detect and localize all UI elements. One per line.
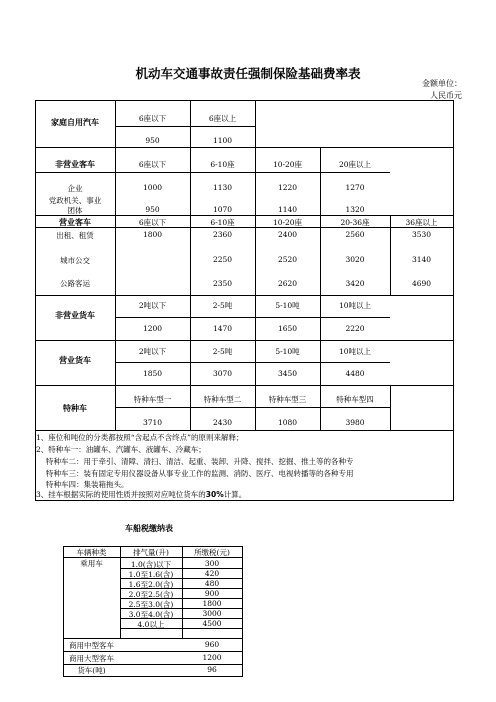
biz-header-4: 36座以上 <box>405 218 438 227</box>
tax-displacement: 1.0(含)以下 <box>130 560 172 569</box>
biz-value: 2560 <box>345 230 365 239</box>
special-value: 1080 <box>277 418 298 427</box>
biz-header-3: 20-36座 <box>340 218 370 227</box>
nontruck-header-1: 2-5吨 <box>212 301 233 310</box>
tax-displacement: 1.6至2.0(含) <box>128 580 174 589</box>
note-2: 2、特种车一：油罐车、汽罐车、液罐车、冷藏车； <box>36 445 206 454</box>
tax-amount: 300 <box>204 559 220 568</box>
biz-value: 2250 <box>212 255 233 264</box>
nonbiz-value: 1000 <box>142 183 163 192</box>
tax-amount: 900 <box>204 589 220 598</box>
special-value: 3710 <box>142 418 163 427</box>
nonbiz-value: 1270 <box>345 183 365 192</box>
biz-value: 3530 <box>411 230 432 239</box>
family-value-1: 1100 <box>212 136 233 145</box>
special-header-1: 特种车型二 <box>203 395 242 404</box>
tax-amount: 480 <box>204 579 220 588</box>
tax-displacement: 2.5至3.0(含) <box>128 600 174 609</box>
tax-extra-type: 货车(吨) <box>77 666 106 675</box>
truck-value: 3450 <box>277 369 298 378</box>
tax-extra-amount: 1200 <box>202 653 222 662</box>
tax-table-title: 车船税缴纳表 <box>125 524 173 533</box>
nonbiz-value: 1220 <box>277 183 298 192</box>
biz-value: 1800 <box>142 230 163 239</box>
truck-value: 4480 <box>345 369 365 378</box>
nonbiz-value: 1320 <box>345 205 365 214</box>
biz-row-citybus: 城市公交 <box>60 256 90 265</box>
nontruck-value: 1470 <box>212 324 233 333</box>
family-header-1: 6座以上 <box>208 114 237 123</box>
nontruck-header-2: 5-10吨 <box>275 301 300 310</box>
note-2b: 特种车二：用于牵引、清障、清扫、清洁、起重、装卸、升降、搅拌、挖掘、推土等的各种专 <box>46 457 354 466</box>
biz-value: 2360 <box>212 230 233 239</box>
truck-header-1: 2-5吨 <box>212 347 233 356</box>
biz-row-highway: 公路客运 <box>60 279 90 288</box>
biz-header-0: 6座以下 <box>138 218 167 227</box>
special-label: 特种车 <box>63 404 87 413</box>
nonbiz-header-1: 6-10座 <box>210 160 235 169</box>
truck-header-0: 2吨以下 <box>138 347 167 356</box>
tax-displacement: 3.0至4.0(含) <box>128 610 174 619</box>
biz-value: 2620 <box>277 279 298 288</box>
tax-extra-type: 商用大型客车 <box>69 654 114 663</box>
tax-extra-amount: 96 <box>207 665 217 674</box>
tax-amount: 1800 <box>202 599 222 608</box>
note-3-text: 3、挂车根据实际的使用性质并按照对应吨位货车的 <box>36 490 206 499</box>
tax-amount: 3000 <box>202 609 222 618</box>
nonbiz-row-government: 党政机关、事业 <box>48 196 102 205</box>
biz-value: 2520 <box>277 255 298 264</box>
nonbiz-header-0: 6座以下 <box>138 160 167 169</box>
tax-displacement: 2.0至2.5(含) <box>128 590 174 599</box>
nonbiz-value: 1070 <box>212 205 233 214</box>
truck-header-2: 5-10吨 <box>275 347 300 356</box>
nontruck-header-0: 2吨以下 <box>138 301 167 310</box>
biz-header-1: 6-10座 <box>210 218 235 227</box>
family-value-0: 950 <box>145 136 160 145</box>
nonbiz-row-government-2: 团体 <box>67 206 83 215</box>
page-title: 机动车交通事故责任强制保险基础费率表 <box>135 66 361 81</box>
nontruck-label: 非营业货车 <box>55 311 95 320</box>
tax-amount: 4500 <box>202 619 222 628</box>
note-2d: 特种车四：集装箱拖头。 <box>46 480 129 489</box>
nonbiz-car-label: 非营业客车 <box>55 160 95 169</box>
nonbiz-header-3: 20座以上 <box>338 160 372 169</box>
tax-header-type: 车辆种类 <box>76 548 107 557</box>
note-1: 1、座位和吨位的分类都按照“含起点不含终点”的原则来解释； <box>36 433 244 442</box>
biz-row-taxi: 出租、租赁 <box>56 231 94 240</box>
biz-header-2: 10-20座 <box>272 218 303 227</box>
unit-label: 金额单位： <box>422 79 462 88</box>
special-value: 3980 <box>345 418 365 427</box>
nonbiz-value: 1140 <box>277 205 298 214</box>
biz-value: 3020 <box>345 255 365 264</box>
special-header-2: 特种车型三 <box>268 395 307 404</box>
nontruck-value: 1650 <box>277 324 298 333</box>
special-header-0: 特种车型一 <box>133 395 172 404</box>
truck-value: 1850 <box>142 369 163 378</box>
unit-currency: 人民币元 <box>430 91 462 100</box>
nonbiz-header-2: 10-20座 <box>272 160 303 169</box>
family-car-label: 家庭自用汽车 <box>51 118 99 127</box>
note-3-percent: 30% <box>205 490 224 499</box>
biz-car-label: 营业客车 <box>59 218 91 227</box>
biz-value: 2350 <box>212 279 233 288</box>
tax-extra-type: 商用中型客车 <box>69 641 114 650</box>
tax-amount: 420 <box>204 569 220 578</box>
nonbiz-row-enterprise: 企业 <box>67 184 83 193</box>
note-3-end: 计算。 <box>223 490 247 499</box>
nontruck-header-3: 10吨以上 <box>338 301 372 310</box>
note-3 <box>36 489 246 500</box>
tax-displacement: 1.0至1.6(含) <box>128 570 174 579</box>
nontruck-value: 1200 <box>142 324 163 333</box>
biz-value: 4690 <box>411 279 432 288</box>
note-2c: 特种车三：装有固定专用仪器设备从事专业工作的监测、消防、医疗、电视转播等的各种专用 <box>46 469 354 478</box>
special-header-3: 特种车型四 <box>336 395 374 404</box>
truck-label: 营业货车 <box>59 356 91 365</box>
nontruck-value: 2220 <box>345 324 365 333</box>
tax-displacement: 4.0以上 <box>137 620 165 629</box>
biz-value: 3420 <box>345 279 365 288</box>
nonbiz-value: 1130 <box>212 183 233 192</box>
truck-header-3: 10吨以上 <box>338 347 372 356</box>
truck-value: 3070 <box>212 369 233 378</box>
biz-value: 2400 <box>277 230 298 239</box>
nonbiz-value: 950 <box>145 205 160 214</box>
biz-value: 3140 <box>411 255 432 264</box>
tax-header-tax: 所缴税(元) <box>194 548 230 557</box>
tax-extra-amount: 960 <box>204 640 220 649</box>
special-value: 2430 <box>212 418 233 427</box>
family-header-0: 6座以下 <box>138 114 167 123</box>
tax-category-passenger: 乘用车 <box>80 559 103 568</box>
tax-header-displacement: 排气量(升) <box>133 548 169 557</box>
